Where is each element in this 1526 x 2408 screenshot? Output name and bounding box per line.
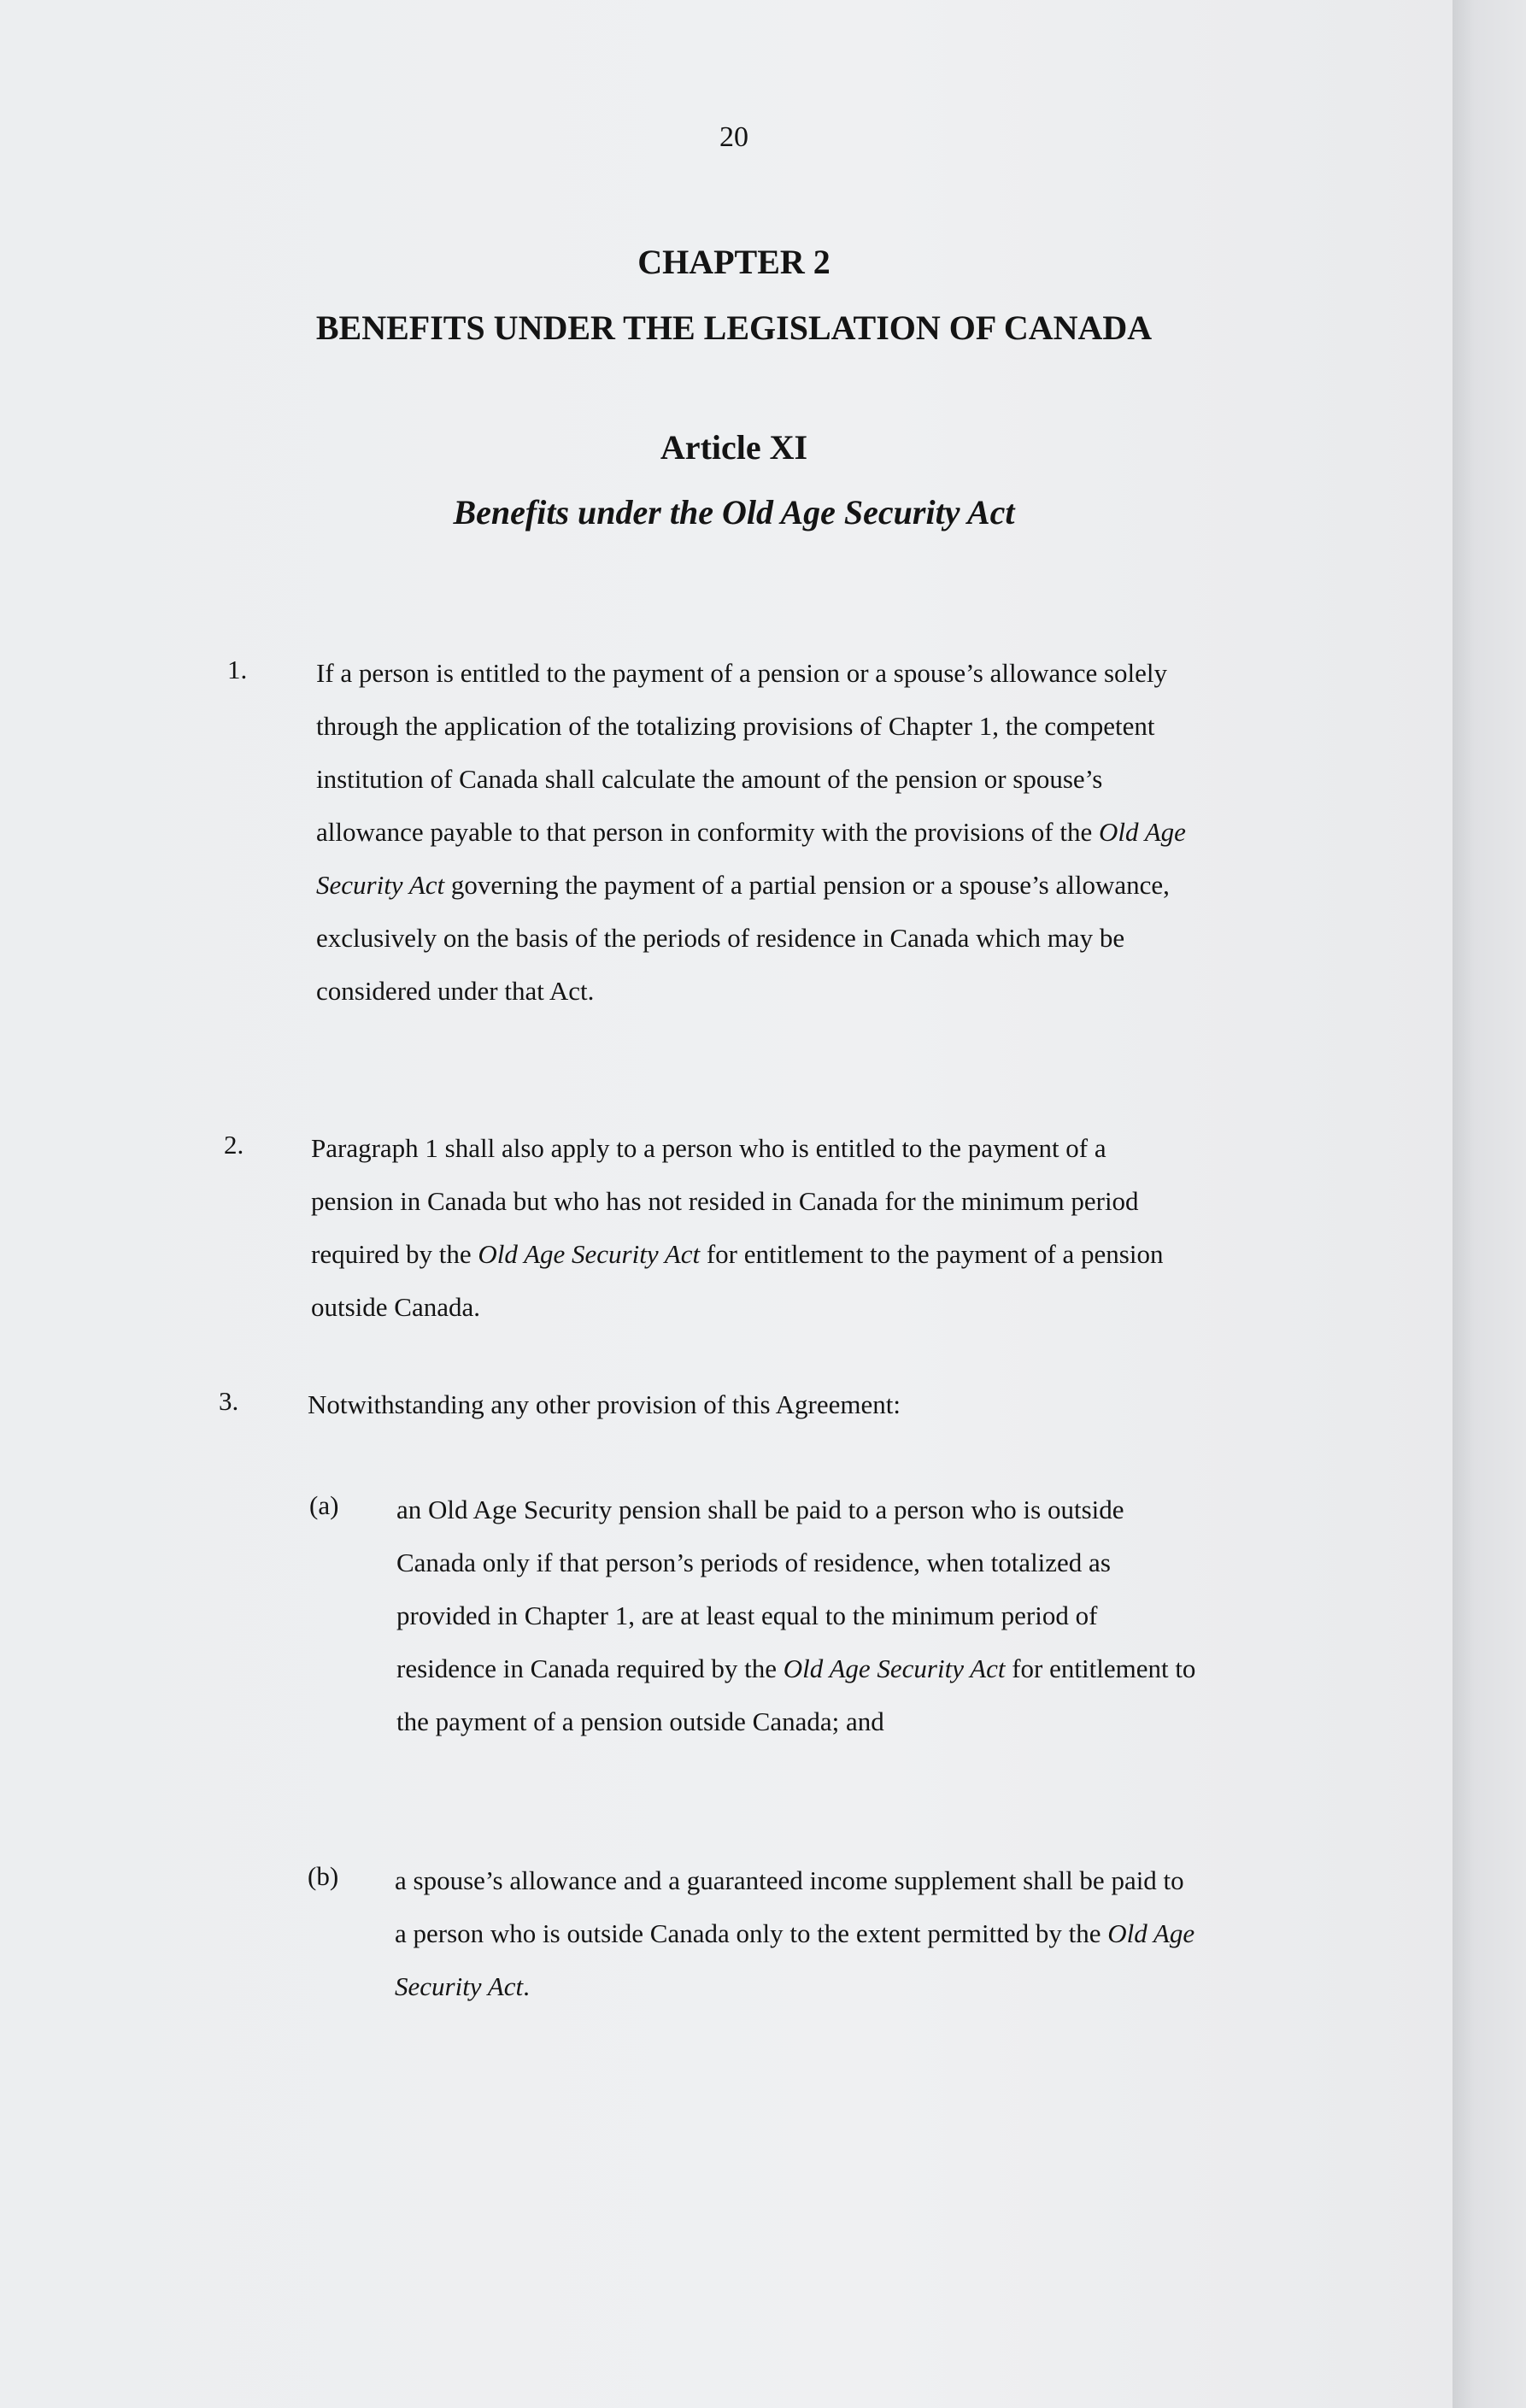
paragraph-2-text-end: for entitlement to the payment of a pension outside Canada. xyxy=(311,1239,1164,1322)
page-edge-shadow xyxy=(1453,0,1526,2408)
subparagraph-a-act-name: Old Age Security Act xyxy=(783,1653,1006,1683)
paragraph-1-text-end: governing the payment of a partial pension or a spouse’s allowance, exclusively on the basis of the periods of residence in Canada which may be considered under that Act. xyxy=(316,870,1170,1006)
paragraph-number-1: 1. xyxy=(227,655,248,684)
subparagraph-b-act-name: Old Age Security Act xyxy=(395,1918,1195,2001)
paragraph-3: Notwithstanding any other provision of this Agreement: xyxy=(308,1389,901,1419)
subparagraph-b-text: a spouse’s allowance and a guaranteed income supplement shall be paid to a person who is outside Canada only to the extent permitted by the xyxy=(395,1865,1184,1948)
article-title: Article XI xyxy=(660,428,808,467)
paragraph-number-3: 3. xyxy=(219,1386,239,1416)
paragraph-1-act-name: Old Age Security Act xyxy=(316,817,1186,900)
subparagraph-a-text-end: for entitlement to the payment of a pension outside Canada; and xyxy=(396,1653,1196,1736)
paragraph-2 xyxy=(311,1122,1191,1334)
paragraph-number-2: 2. xyxy=(224,1130,244,1160)
paragraph-2-act-name: Old Age Security Act xyxy=(478,1239,701,1269)
article-subtitle: Benefits under the Old Age Security Act xyxy=(453,493,1015,532)
page-number: 20 xyxy=(719,121,748,153)
chapter-subtitle: BENEFITS UNDER THE LEGISLATION OF CANADA xyxy=(315,308,1153,347)
subparagraph-a-text: an Old Age Security pension shall be paid to a person who is outside Canada only if that person’s periods of residence, when totalized as provided in Chapter 1, are at least equal to the minimum period of residence in Canada required by the xyxy=(396,1495,1124,1683)
paragraph-2-text: Paragraph 1 shall also apply to a person who is entitled to the payment of a pension in Canada but who has not resided in Canada for the minimum period required by the xyxy=(311,1133,1139,1269)
paragraph-1-text: If a person is entitled to the payment of a pension or a spouse’s allowance solely through the application of the totalizing provisions of Chapter 1, the competent institution of Canada shall calculate the amount of the pension or spouse’s allowance payable to that person in conformity with the provisions of the xyxy=(316,658,1168,847)
paragraph-1 xyxy=(316,647,1196,1018)
chapter-title: CHAPTER 2 xyxy=(637,243,830,281)
subparagraph-label-a: (a) xyxy=(309,1490,339,1520)
subparagraph-b-text-end: . xyxy=(523,1971,530,2001)
subparagraph-label-b: (b) xyxy=(308,1861,339,1891)
subparagraph-a xyxy=(396,1483,1200,1748)
subparagraph-b xyxy=(395,1854,1198,2013)
